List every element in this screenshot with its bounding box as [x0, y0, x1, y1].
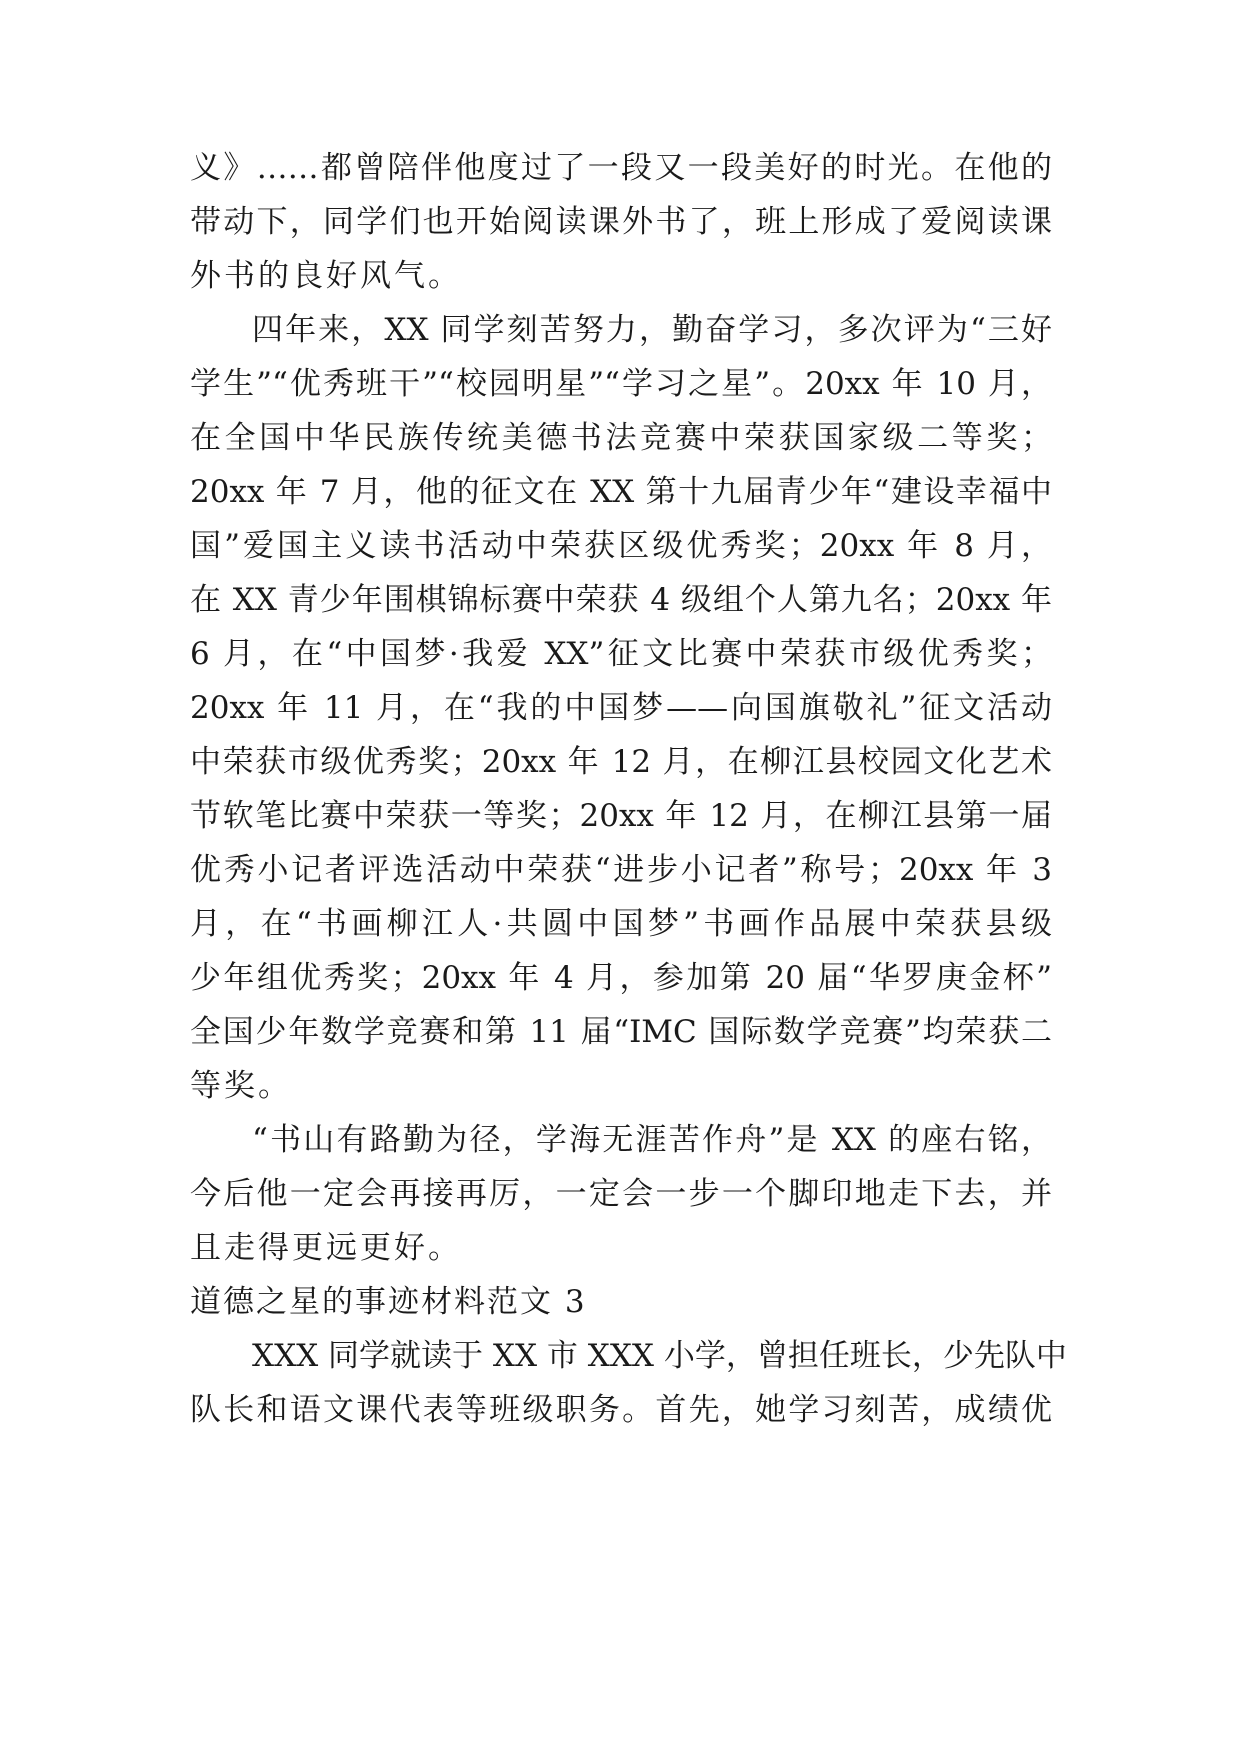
paragraph-2-line-8: 20xx 年 11 月，在“我的中国梦——向国旗敬礼”征文活动	[190, 690, 1052, 726]
paragraph-2-line-6: 在 XX 青少年围棋锦标赛中荣获 4 级组个人第九名；20xx 年	[190, 582, 1052, 618]
paragraph-2-line-13: 少年组优秀奖；20xx 年 4 月，参加第 20 届“华罗庚金杯”	[190, 960, 1052, 996]
paragraph-2-line-4: 20xx 年 7 月，他的征文在 XX 第十九届青少年“建设幸福中	[190, 474, 1052, 510]
paragraph-2-line-14: 全国少年数学竞赛和第 11 届“IMC 国际数学竞赛”均荣获二	[190, 1014, 1052, 1050]
paragraph-1-line-1: 义》……都曾陪伴他度过了一段又一段美好的时光。在他的	[190, 150, 1052, 186]
paragraph-4-line-2: 队长和语文课代表等班级职务。首先，她学习刻苦，成绩优	[190, 1392, 1052, 1428]
paragraph-4-line-1: XXX 同学就读于 XX 市 XXX 小学，曾担任班长，少先队中	[252, 1338, 1067, 1374]
paragraph-2-line-10: 节软笔比赛中荣获一等奖；20xx 年 12 月，在柳江县第一届	[190, 798, 1052, 834]
paragraph-3-line-2: 今后他一定会再接再厉，一定会一步一个脚印地走下去，并	[190, 1176, 1052, 1212]
paragraph-3-line-3: 且走得更远更好。	[190, 1230, 462, 1266]
paragraph-2-line-2: 学生”“优秀班干”“校园明星”“学习之星”。20xx 年 10 月，	[190, 366, 1052, 402]
paragraph-1-line-2: 带动下，同学们也开始阅读课外书了，班上形成了爱阅读课	[190, 204, 1052, 240]
paragraph-2-line-11: 优秀小记者评选活动中荣获“进步小记者”称号；20xx 年 3	[190, 852, 1052, 888]
paragraph-2-line-7: 6 月，在“中国梦·我爱 XX”征文比赛中荣获市级优秀奖；	[190, 636, 1052, 672]
paragraph-2-line-15: 等奖。	[190, 1068, 292, 1104]
paragraph-2-line-1: 四年来，XX 同学刻苦努力，勤奋学习，多次评为“三好	[252, 312, 1052, 348]
paragraph-2-line-3: 在全国中华民族传统美德书法竞赛中荣获国家级二等奖；	[190, 420, 1052, 456]
paragraph-3-line-1: “书山有路勤为径，学海无涯苦作舟”是 XX 的座右铭，	[252, 1122, 1052, 1158]
section-heading: 道德之星的事迹材料范文 3	[190, 1284, 587, 1320]
paragraph-2-line-12: 月，在“书画柳江人·共圆中国梦”书画作品展中荣获县级	[190, 906, 1052, 942]
paragraph-1-line-3: 外书的良好风气。	[190, 258, 462, 294]
paragraph-2-line-9: 中荣获市级优秀奖；20xx 年 12 月，在柳江县校园文化艺术	[190, 744, 1052, 780]
paragraph-2-line-5: 国”爱国主义读书活动中荣获区级优秀奖；20xx 年 8 月，	[190, 528, 1052, 564]
